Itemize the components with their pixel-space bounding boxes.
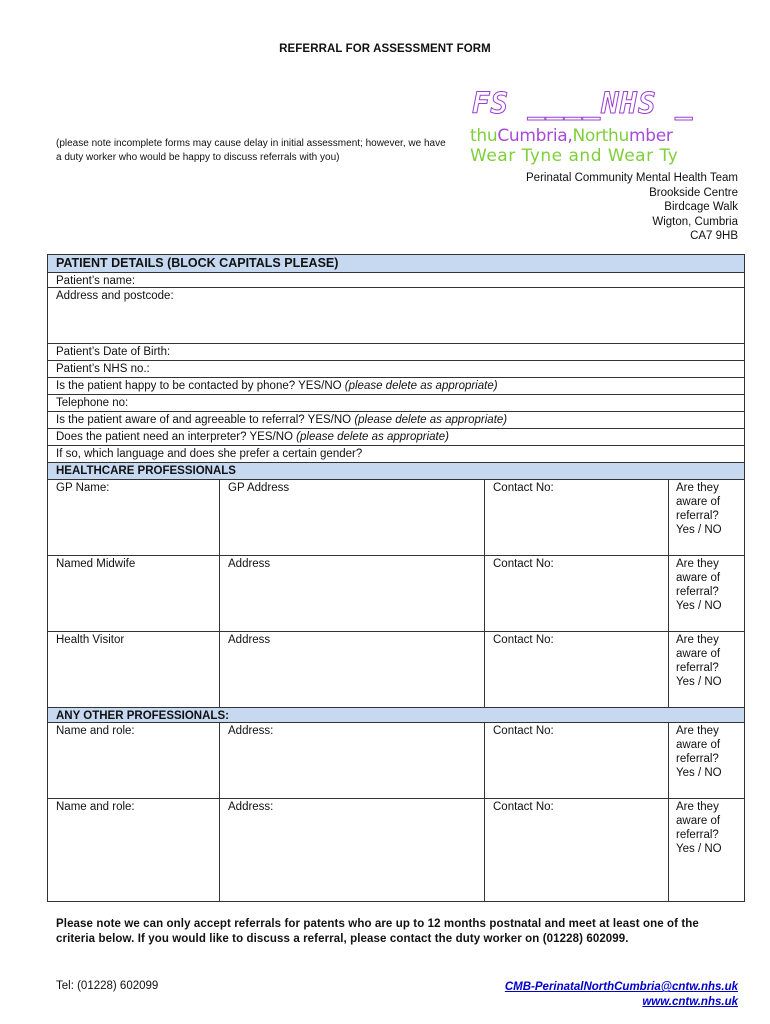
team-address	[526, 171, 738, 244]
other-professional-row	[48, 799, 744, 901]
logo-line-2: Wear Tyne and Wear Ty	[470, 146, 679, 166]
address-line: Brookside Centre	[649, 186, 738, 199]
telephone-field[interactable]: Telephone no:	[48, 395, 744, 412]
patient-address-field[interactable]: Address and postcode:	[48, 288, 744, 344]
midwife-contact-cell[interactable]: Contact No:	[485, 556, 669, 631]
patient-details-header: PATIENT DETAILS (BLOCK CAPITALS PLEASE)	[48, 255, 744, 273]
other-address-cell[interactable]: Address:	[220, 723, 485, 798]
address-line: Birdcage Walk	[664, 201, 738, 213]
health-visitor-address-cell[interactable]: Address	[220, 632, 485, 707]
other-aware-cell[interactable]: Are they aware of referral? Yes / NO	[676, 801, 722, 855]
interpreter-question[interactable]: Does the patient need an interpreter? YES/NO (please delete as appropriate)	[48, 429, 744, 446]
address-line: CA7 9HB	[690, 230, 738, 242]
logo-nhs-row: FS ____NHS _	[472, 86, 694, 120]
gp-aware-cell[interactable]: Are they aware of referral? Yes / NO	[676, 482, 722, 536]
midwife-name-cell[interactable]: Named Midwife	[48, 556, 220, 631]
midwife-row	[48, 556, 744, 632]
email-link[interactable]: CMB-PerinatalNorthCumbria@cntw.nhs.uk	[504, 981, 738, 993]
referral-form-table	[47, 254, 745, 902]
logo-line-1: thuCumbria,Northumber	[470, 126, 673, 146]
midwife-address-cell[interactable]: Address	[220, 556, 485, 631]
other-aware-cell[interactable]: Are they aware of referral? Yes / NO	[676, 725, 722, 779]
patient-nhs-field[interactable]: Patient’s NHS no.:	[48, 361, 744, 378]
contact-links	[505, 980, 738, 1010]
other-professionals-header: ANY OTHER PROFESSIONALS:	[48, 708, 744, 723]
referral-aware-question[interactable]: Is the patient aware of and agreeable to referral? YES/NO (please delete as appropriate)	[48, 412, 744, 429]
health-visitor-aware-cell[interactable]: Are they aware of referral? Yes / NO	[676, 634, 722, 688]
other-contact-cell[interactable]: Contact No:	[485, 723, 669, 798]
address-line: Perinatal Community Mental Health Team	[526, 172, 738, 184]
eligibility-note: Please note we can only accept referrals for patents who are up to 12 months postnatal and meet at least one of the criteria below. If you would like to discuss a referral, please contact the duty worker on (01228) 602099.	[56, 918, 699, 945]
other-contact-cell[interactable]: Contact No:	[485, 799, 669, 901]
health-visitor-contact-cell[interactable]: Contact No:	[485, 632, 669, 707]
health-visitor-name-cell[interactable]: Health Visitor	[48, 632, 220, 707]
gp-address-cell[interactable]: GP Address	[220, 480, 485, 555]
gp-row	[48, 480, 744, 556]
other-name-cell[interactable]: Name and role:	[48, 723, 220, 798]
other-name-cell[interactable]: Name and role:	[48, 799, 220, 901]
other-address-cell[interactable]: Address:	[220, 799, 485, 901]
patient-name-field[interactable]: Patient’s name:	[48, 273, 744, 288]
phone-contact-question[interactable]: Is the patient happy to be contacted by phone? YES/NO (please delete as appropriate)	[48, 378, 744, 395]
midwife-aware-cell[interactable]: Are they aware of referral? Yes / NO	[676, 558, 722, 612]
gp-contact-cell[interactable]: Contact No:	[485, 480, 669, 555]
form-title: REFERRAL FOR ASSESSMENT FORM	[279, 43, 491, 55]
website-link[interactable]: www.cntw.nhs.uk	[642, 996, 738, 1008]
health-visitor-row	[48, 632, 744, 708]
healthcare-professionals-header: HEALTHCARE PROFESSIONALS	[48, 463, 744, 480]
incomplete-forms-note: (please note incomplete forms may cause delay in initial assessment; however, we have a duty worker who would be happy to discuss referrals with you)	[56, 138, 446, 163]
address-line: Wigton, Cumbria	[652, 215, 738, 228]
other-professional-row	[48, 723, 744, 799]
telephone-number: Tel: (01228) 602099	[56, 980, 159, 992]
nhs-trust-logo	[470, 86, 740, 172]
language-question[interactable]: If so, which language and does she prefer a certain gender?	[48, 446, 744, 463]
gp-name-cell[interactable]: GP Name:	[48, 480, 220, 555]
patient-dob-field[interactable]: Patient’s Date of Birth:	[48, 344, 744, 361]
